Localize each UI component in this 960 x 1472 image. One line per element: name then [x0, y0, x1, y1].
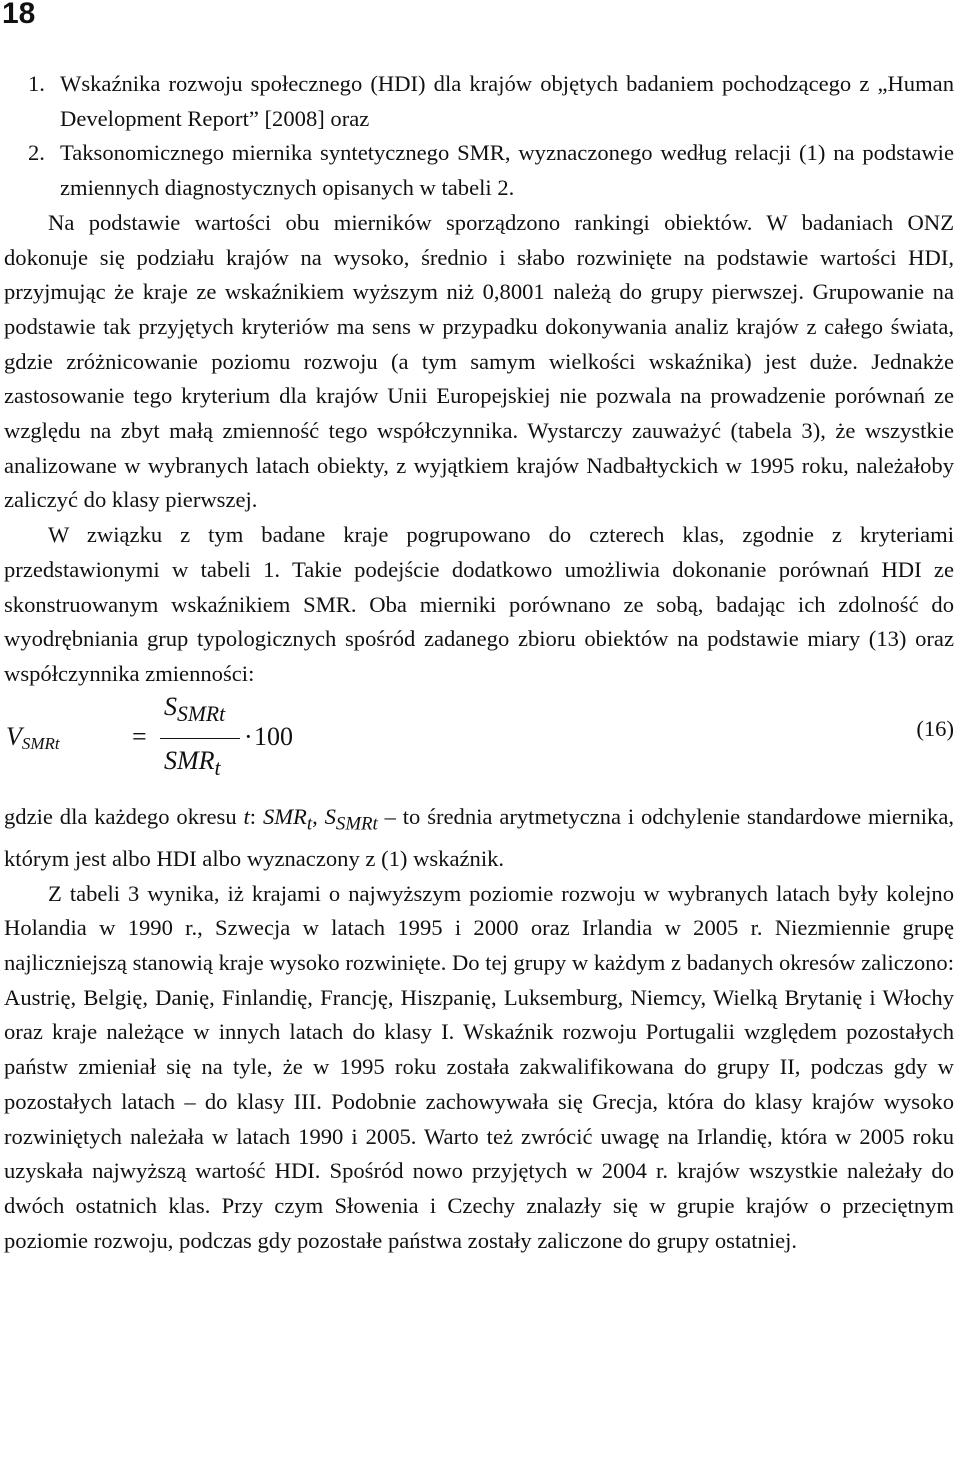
definitions-colon: :: [249, 803, 263, 829]
formula-equals: =: [132, 721, 147, 751]
formula-denominator-subscript: t: [214, 755, 221, 780]
formula-numerator-subscript: SMRt: [177, 701, 226, 726]
definitions-sd-symbol: [324, 803, 378, 835]
definitions-text-rest: – to średnia arytmetyczna i odchylenie standardowe miernika, którym jest albo HDI albo wyznaczony z (1) wskaźnik.: [4, 803, 954, 871]
page-number: 18: [2, 0, 36, 30]
list-item-number: 1.: [28, 71, 45, 96]
formula-constant: 100: [254, 721, 293, 751]
list-item: [28, 67, 954, 136]
paragraph-grouping: W związku z tym badane kraje pogrupowano do czterech klas, zgodnie z kryteriami przedstawionymi w tabeli 1. Takie podejście dodatkowo umożliwia dokonanie porównań HDI ze skonstruowanym wskaźnikiem SMR. Oba mierniki porównano ze sobą, badając ich zdolność do wyodrębniania grup typologicznych spośród zadanego zbioru obiektów na podstawie miary (13) oraz współczynnika zmienności:: [4, 522, 954, 686]
paragraph-definitions: [4, 800, 954, 877]
formula-lhs: [6, 720, 60, 762]
formula-block: [4, 692, 954, 800]
formula-numerator-symbol: S: [164, 691, 177, 721]
definitions-sd-base: S: [324, 803, 336, 829]
paragraph-results: Z tabeli 3 wynika, iż krajami o najwyższym poziomie rozwoju w wybranych latach były kolejno Holandia w 1990 r., Szwecja w latach 1995 i 2000 oraz Irlandia w 2005 r. Niezmiennie grupę najliczniejszą stanowią kraje wysoko rozwinięte. Do tej grupy w każdym z badanych okresów zaliczono: Austrię, Belgię, Danię, Finlandię, Francję, Hiszpanię, Luksemburg, Niemcy, Wielką Brytanię i Włochy oraz kraje należące w innych latach do klasy I. Wskaźnik rozwoju Portugalii względem pozostałych państw zmieniał się na tyle, że w 1995 roku została zakwalifikowana do grupy II, podczas gdy w pozostałych latach – do klasy III. Podobnie zachowywała się Grecja, która do klasy krajów wysoko rozwiniętych należała w latach 1990 i 2005. Warto też zwrócić uwagę na Irlandię, która w 2005 roku uzyskała najwyższą wartość HDI. Spośród nowo przyjętych w 2004 r. krajów wszystkie należały do dwóch ostatnich klas. Przy czym Słowenia i Czechy znalazły się w grupie krajów o przeciętnym poziomie rozwoju, podczas gdy pozostałe państwa zostały zaliczone do grupy ostatniej.: [4, 880, 954, 1253]
definitions-mean-subscript: t: [306, 813, 313, 835]
page-content: [4, 67, 954, 1258]
formula-denominator: [164, 744, 221, 786]
definitions-mean-base: SMR: [262, 803, 307, 829]
definitions-period-symbol: t: [243, 803, 250, 829]
list-item-text: Wskaźnika rozwoju społecznego (HDI) dla krajów objętych badaniem pochodzącego z „Human Development Report” [2008] oraz: [60, 71, 954, 131]
definitions-text-start: gdzie dla każdego okresu: [4, 803, 244, 829]
formula-multiply-dot: ·: [244, 721, 253, 751]
fraction-bar: [160, 738, 240, 740]
formula-number: (16): [916, 715, 954, 741]
formula-numerator: [164, 690, 225, 732]
list-item: [28, 136, 954, 205]
formula-lhs-symbol: V: [6, 721, 22, 751]
list-item-number: 2.: [28, 140, 45, 166]
numbered-list: [4, 67, 954, 206]
definitions-comma: ,: [312, 803, 325, 829]
list-item-text: Taksonomicznego miernika syntetycznego SMR, wyznaczonego według relacji (1) na podstawie zmiennych diagnostycznych opisanych w tabeli 2.: [60, 140, 954, 201]
definitions-sd-subscript: SMRt: [335, 813, 378, 835]
formula-lhs-subscript: SMRt: [21, 733, 60, 753]
definitions-mean-symbol: [262, 803, 313, 835]
paragraph-ranking: Na podstawie wartości obu mierników sporządzono rankingi obiektów. W badaniach ONZ dokonuje się podziału krajów na wysoko, średnio i słabo rozwinięte na podstawie wartości HDI, przyjmując że kraje ze wskaźnikiem wyższym niż 0,8001 należą do grupy pierwszej. Grupowanie na podstawie tak przyjętych kryteriów ma sens w przypadku dokonywania analiz krajów z całego świata, gdzie zróżnicowanie poziomu rozwoju (a tym samym wielkości wskaźnika) jest duże. Jednakże zastosowanie tego kryterium dla krajów Unii Europejskiej nie pozwala na prowadzenie porównań ze względu na zbyt małą zmienność tego współczynnika. Wystarczy zauważyć (tabela 3), że wszystkie analizowane w wybranych latach obiekty, z wyjątkiem krajów Nadbałtyckich w 1995 roku, należałoby zaliczyć do klasy pierwszej.: [4, 209, 954, 513]
coefficient-of-variation-formula: [4, 692, 404, 800]
formula-denominator-symbol: SMR: [164, 745, 215, 775]
